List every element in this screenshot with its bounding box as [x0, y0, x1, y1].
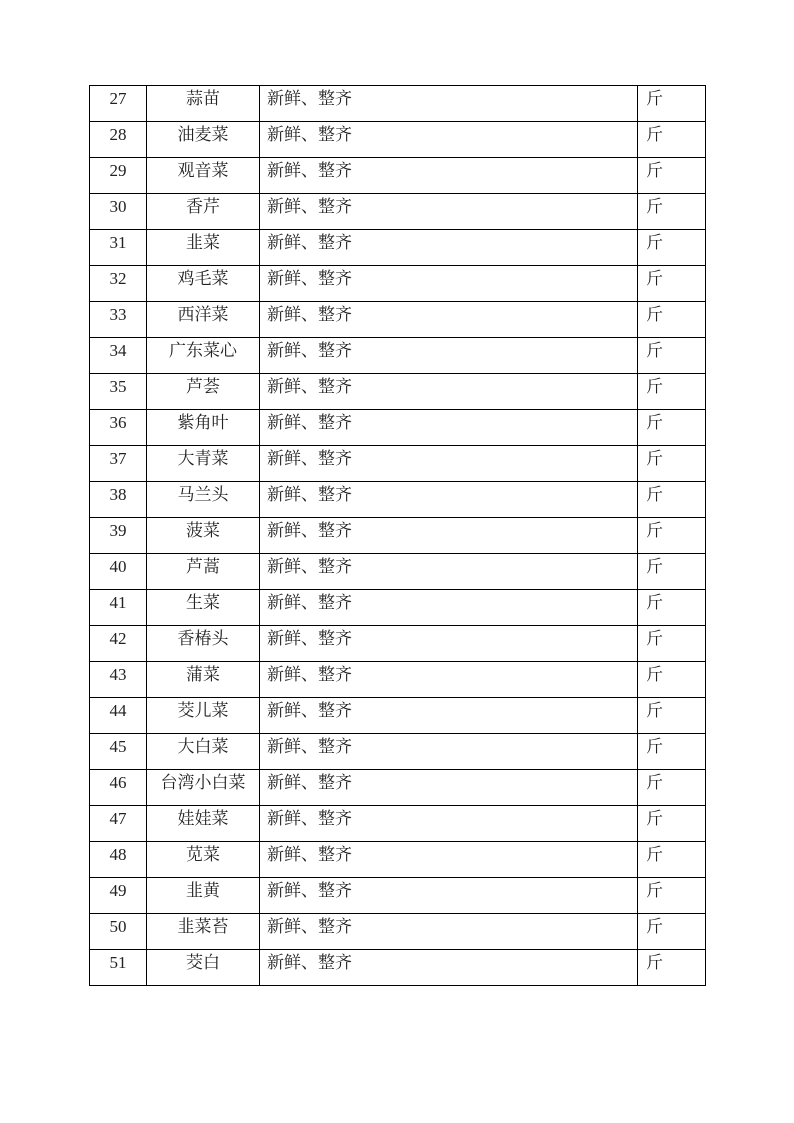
row-number: 34	[90, 338, 147, 374]
item-spec: 新鲜、整齐	[260, 878, 638, 914]
item-spec: 新鲜、整齐	[260, 266, 638, 302]
item-unit: 斤	[638, 662, 706, 698]
table-row	[90, 626, 706, 662]
table-row	[90, 86, 706, 122]
table-row	[90, 194, 706, 230]
item-name: 台湾小白菜	[147, 770, 260, 806]
table-row	[90, 230, 706, 266]
row-number: 31	[90, 230, 147, 266]
item-spec: 新鲜、整齐	[260, 338, 638, 374]
item-unit: 斤	[638, 158, 706, 194]
item-unit: 斤	[638, 86, 706, 122]
item-spec: 新鲜、整齐	[260, 86, 638, 122]
item-spec: 新鲜、整齐	[260, 410, 638, 446]
table-row	[90, 842, 706, 878]
item-spec: 新鲜、整齐	[260, 518, 638, 554]
item-spec: 新鲜、整齐	[260, 842, 638, 878]
item-spec: 新鲜、整齐	[260, 554, 638, 590]
item-name: 芦荟	[147, 374, 260, 410]
item-spec: 新鲜、整齐	[260, 194, 638, 230]
row-number: 51	[90, 950, 147, 986]
item-unit: 斤	[638, 734, 706, 770]
row-number: 48	[90, 842, 147, 878]
item-name: 蒲菜	[147, 662, 260, 698]
item-name: 大白菜	[147, 734, 260, 770]
item-unit: 斤	[638, 374, 706, 410]
table-row	[90, 410, 706, 446]
item-unit: 斤	[638, 698, 706, 734]
item-unit: 斤	[638, 626, 706, 662]
row-number: 35	[90, 374, 147, 410]
item-spec: 新鲜、整齐	[260, 806, 638, 842]
item-name: 鸡毛菜	[147, 266, 260, 302]
row-number: 38	[90, 482, 147, 518]
table-row	[90, 914, 706, 950]
table-row	[90, 518, 706, 554]
row-number: 42	[90, 626, 147, 662]
item-name: 西洋菜	[147, 302, 260, 338]
item-unit: 斤	[638, 806, 706, 842]
item-name: 芦蒿	[147, 554, 260, 590]
item-unit: 斤	[638, 410, 706, 446]
item-unit: 斤	[638, 446, 706, 482]
item-spec: 新鲜、整齐	[260, 446, 638, 482]
table-row	[90, 122, 706, 158]
item-unit: 斤	[638, 590, 706, 626]
row-number: 43	[90, 662, 147, 698]
item-name: 生菜	[147, 590, 260, 626]
item-name: 马兰头	[147, 482, 260, 518]
row-number: 29	[90, 158, 147, 194]
table-row	[90, 446, 706, 482]
row-number: 32	[90, 266, 147, 302]
table-row	[90, 302, 706, 338]
table-row	[90, 158, 706, 194]
item-spec: 新鲜、整齐	[260, 590, 638, 626]
row-number: 33	[90, 302, 147, 338]
item-spec: 新鲜、整齐	[260, 158, 638, 194]
item-name: 广东菜心	[147, 338, 260, 374]
table-body	[90, 86, 706, 986]
item-name: 观音菜	[147, 158, 260, 194]
item-spec: 新鲜、整齐	[260, 734, 638, 770]
item-unit: 斤	[638, 770, 706, 806]
item-name: 茭儿菜	[147, 698, 260, 734]
table-row	[90, 770, 706, 806]
table-row	[90, 266, 706, 302]
row-number: 30	[90, 194, 147, 230]
item-name: 紫角叶	[147, 410, 260, 446]
item-unit: 斤	[638, 842, 706, 878]
row-number: 37	[90, 446, 147, 482]
item-name: 香椿头	[147, 626, 260, 662]
item-name: 菠菜	[147, 518, 260, 554]
table-row	[90, 698, 706, 734]
item-unit: 斤	[638, 950, 706, 986]
item-spec: 新鲜、整齐	[260, 122, 638, 158]
item-unit: 斤	[638, 914, 706, 950]
row-number: 27	[90, 86, 147, 122]
row-number: 50	[90, 914, 147, 950]
item-spec: 新鲜、整齐	[260, 770, 638, 806]
vegetable-spec-table	[89, 85, 706, 986]
table-row	[90, 374, 706, 410]
item-unit: 斤	[638, 122, 706, 158]
table-row	[90, 338, 706, 374]
item-unit: 斤	[638, 338, 706, 374]
item-unit: 斤	[638, 878, 706, 914]
item-spec: 新鲜、整齐	[260, 230, 638, 266]
item-spec: 新鲜、整齐	[260, 950, 638, 986]
row-number: 28	[90, 122, 147, 158]
row-number: 46	[90, 770, 147, 806]
item-name: 茭白	[147, 950, 260, 986]
row-number: 36	[90, 410, 147, 446]
table-row	[90, 806, 706, 842]
table-row	[90, 554, 706, 590]
item-spec: 新鲜、整齐	[260, 374, 638, 410]
item-name: 蒜苗	[147, 86, 260, 122]
item-name: 韭菜苔	[147, 914, 260, 950]
item-spec: 新鲜、整齐	[260, 698, 638, 734]
row-number: 49	[90, 878, 147, 914]
item-name: 娃娃菜	[147, 806, 260, 842]
row-number: 44	[90, 698, 147, 734]
item-unit: 斤	[638, 230, 706, 266]
item-name: 韭黄	[147, 878, 260, 914]
item-unit: 斤	[638, 518, 706, 554]
item-spec: 新鲜、整齐	[260, 662, 638, 698]
item-unit: 斤	[638, 302, 706, 338]
item-unit: 斤	[638, 482, 706, 518]
table-row	[90, 950, 706, 986]
row-number: 41	[90, 590, 147, 626]
item-unit: 斤	[638, 554, 706, 590]
item-name: 韭菜	[147, 230, 260, 266]
item-spec: 新鲜、整齐	[260, 626, 638, 662]
row-number: 39	[90, 518, 147, 554]
row-number: 40	[90, 554, 147, 590]
item-spec: 新鲜、整齐	[260, 914, 638, 950]
table-row	[90, 734, 706, 770]
item-name: 油麦菜	[147, 122, 260, 158]
item-spec: 新鲜、整齐	[260, 302, 638, 338]
item-name: 苋菜	[147, 842, 260, 878]
item-unit: 斤	[638, 266, 706, 302]
item-name: 大青菜	[147, 446, 260, 482]
table-row	[90, 482, 706, 518]
item-name: 香芹	[147, 194, 260, 230]
item-spec: 新鲜、整齐	[260, 482, 638, 518]
table-row	[90, 662, 706, 698]
row-number: 45	[90, 734, 147, 770]
row-number: 47	[90, 806, 147, 842]
table-row	[90, 590, 706, 626]
table-row	[90, 878, 706, 914]
item-unit: 斤	[638, 194, 706, 230]
